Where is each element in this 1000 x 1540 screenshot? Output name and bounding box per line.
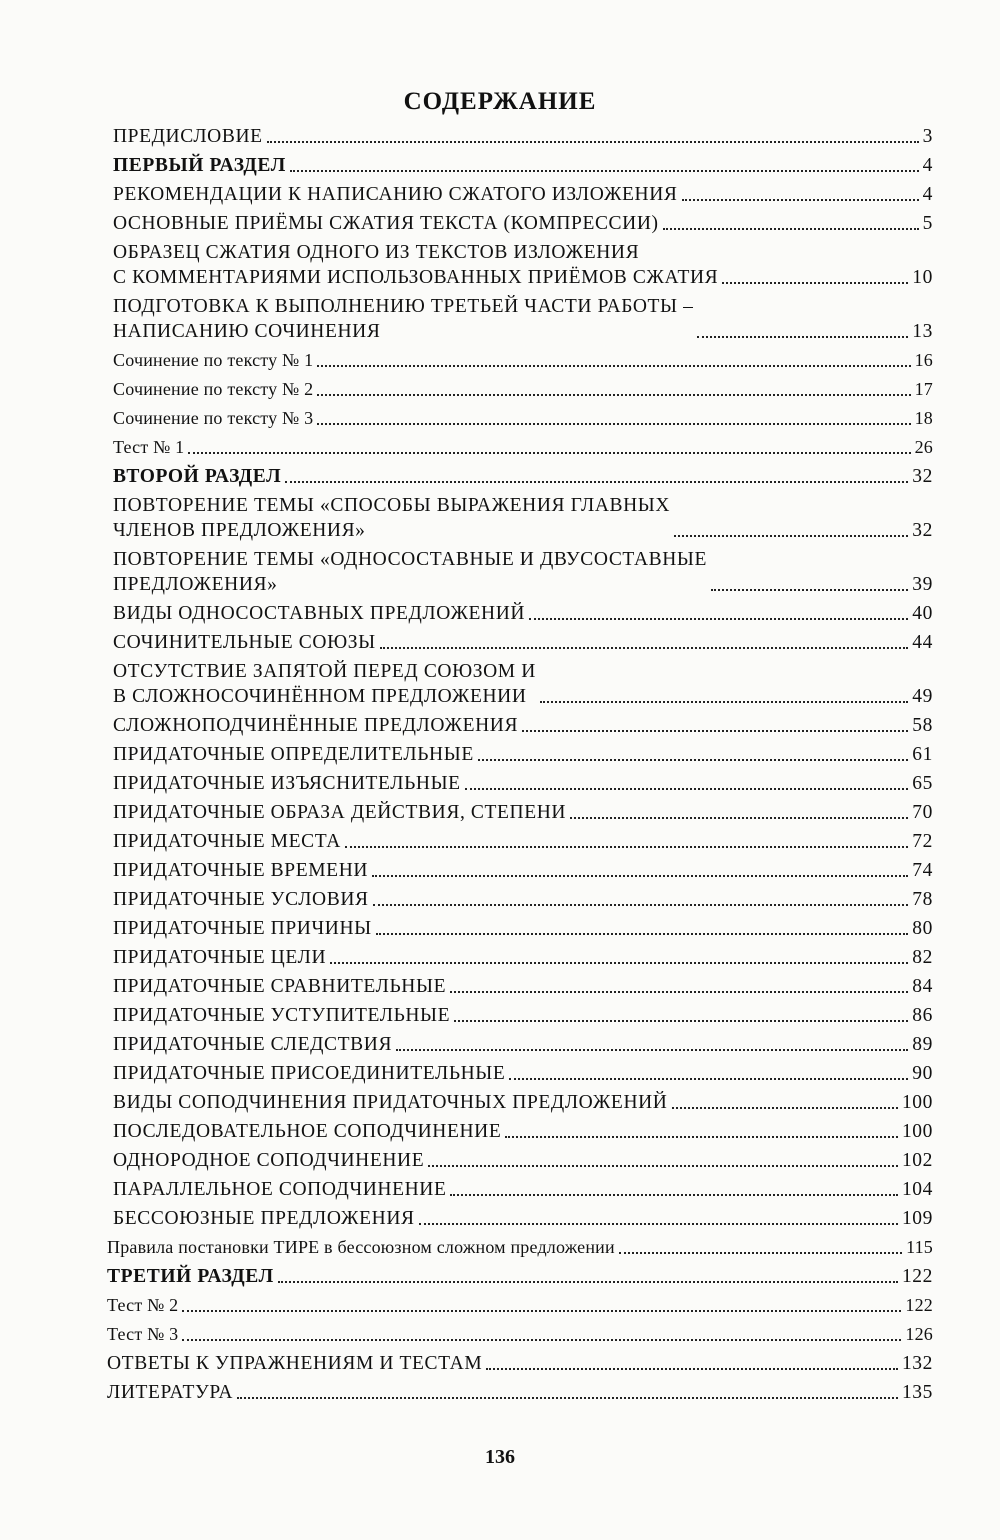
- toc-entry-page: 89: [912, 1034, 933, 1055]
- toc-entry: [113, 974, 933, 999]
- toc-entry-title: ПРИДАТОЧНЫЕ СЛЕДСТВИЯ: [113, 1034, 393, 1055]
- toc-entry-page: 32: [912, 466, 933, 487]
- leader-dots: [330, 962, 908, 964]
- leader-dots: [428, 1165, 898, 1167]
- leader-dots: [237, 1397, 898, 1399]
- leader-dots: [663, 228, 919, 230]
- leader-dots: [465, 788, 909, 790]
- toc-entry-page: 4: [922, 155, 933, 176]
- leader-dots: [674, 535, 908, 537]
- toc-entry: [113, 348, 933, 373]
- toc-entry-page: 90: [912, 1063, 933, 1084]
- toc-entry: [113, 1090, 933, 1115]
- toc-entry: [113, 742, 933, 767]
- toc-entry-title: ОДНОРОДНОЕ СОПОДЧИНЕНИЕ: [113, 1150, 425, 1171]
- toc-section-heading: [113, 464, 933, 489]
- toc-entry-page: 72: [912, 831, 933, 852]
- toc-entry-title: ПЕРВЫЙ РАЗДЕЛ: [113, 155, 286, 176]
- toc-entry: [113, 1032, 933, 1057]
- toc-entry-page: 122: [901, 1266, 933, 1287]
- toc-entry-page: 86: [912, 1005, 933, 1026]
- toc-entry-page: 58: [912, 715, 933, 736]
- toc-entry: [113, 858, 933, 883]
- toc-entry: [113, 713, 933, 738]
- toc-entry: [113, 1148, 933, 1173]
- toc-entry: [113, 829, 933, 854]
- toc-entry-title: ОБРАЗЕЦ СЖАТИЯ ОДНОГО ИЗ ТЕКСТОВ ИЗЛОЖЕНИЯ С КОММЕНТАРИЯМИ ИСПОЛЬЗОВАННЫХ ПРИЁМОВ СЖАТИЯ: [113, 242, 719, 288]
- toc-entry-title: ВТОРОЙ РАЗДЕЛ: [113, 466, 282, 487]
- leader-dots: [522, 730, 908, 732]
- toc-entry-title: Тест № 3: [107, 1324, 179, 1344]
- toc-entry: [107, 1380, 933, 1405]
- toc-entry-page: 84: [912, 976, 933, 997]
- leader-dots: [505, 1136, 898, 1138]
- toc-entry-page: 74: [912, 860, 933, 881]
- toc-entry: [113, 435, 933, 460]
- toc-entry-title: ПРИДАТОЧНЫЕ ОПРЕДЕЛИТЕЛЬНЫЕ: [113, 744, 474, 765]
- toc-entry-page: 13: [912, 321, 933, 342]
- leader-dots: [697, 336, 908, 338]
- leader-dots: [182, 1339, 901, 1341]
- leader-dots: [317, 365, 910, 367]
- toc-entry-page: 5: [922, 213, 933, 234]
- leader-dots: [380, 647, 909, 649]
- toc-entry-page: 17: [914, 379, 933, 399]
- toc-entry-title: ПРИДАТОЧНЫЕ ВРЕМЕНИ: [113, 860, 369, 881]
- leader-dots: [376, 933, 909, 935]
- toc-entry: [113, 1119, 933, 1144]
- toc-entry: [113, 1003, 933, 1028]
- toc-entry: [113, 630, 933, 655]
- toc-entry: [113, 124, 933, 149]
- toc-entry-title: ПРИДАТОЧНЫЕ МЕСТА: [113, 831, 341, 852]
- toc-entry: [113, 1206, 933, 1231]
- toc-entry-title: ОТСУТСТВИЕ ЗАПЯТОЙ ПЕРЕД СОЮЗОМ И В СЛОЖНОСОЧИНЁННОМ ПРЕДЛОЖЕНИИ: [113, 661, 536, 707]
- toc-entry-title: СЛОЖНОПОДЧИНЁННЫЕ ПРЕДЛОЖЕНИЯ: [113, 715, 519, 736]
- toc-entry-title: ПОДГОТОВКА К ВЫПОЛНЕНИЮ ТРЕТЬЕЙ ЧАСТИ РАБОТЫ – НАПИСАНИЮ СОЧИНЕНИЯ: [113, 296, 694, 342]
- toc-entry-page: 18: [914, 408, 933, 428]
- toc-entry-title: ПРИДАТОЧНЫЕ ПРИСОЕДИНИТЕЛЬНЫЕ: [113, 1063, 506, 1084]
- toc-entry-title: ОСНОВНЫЕ ПРИЁМЫ СЖАТИЯ ТЕКСТА (КОМПРЕССИИ): [113, 213, 659, 234]
- toc-entry-page: 10: [912, 267, 933, 288]
- toc-entry-page: 115: [906, 1237, 933, 1257]
- toc-entry-page: 109: [901, 1208, 933, 1229]
- toc-entry-title: Тест № 1: [113, 437, 185, 457]
- toc-entry: [113, 406, 933, 431]
- toc-entry-title: ТРЕТИЙ РАЗДЕЛ: [107, 1266, 274, 1287]
- toc-entry-title: ЛИТЕРАТУРА: [107, 1382, 233, 1403]
- toc-entry: [113, 182, 933, 207]
- leader-dots: [396, 1049, 908, 1051]
- toc-entry: [113, 377, 933, 402]
- toc-entry-page: 49: [912, 686, 933, 707]
- toc-entry-page: 4: [922, 184, 933, 205]
- leader-dots: [722, 282, 908, 284]
- toc-entry-title: БЕССОЮЗНЫЕ ПРЕДЛОЖЕНИЯ: [113, 1208, 415, 1229]
- toc-entry-title: ПРИДАТОЧНЫЕ ПРИЧИНЫ: [113, 918, 372, 939]
- leader-dots: [529, 618, 908, 620]
- leader-dots: [372, 875, 908, 877]
- toc-entry-title: Сочинение по тексту № 1: [113, 350, 314, 370]
- toc-entry-title: Сочинение по тексту № 3: [113, 408, 314, 428]
- toc-entry: [113, 800, 933, 825]
- toc-entry: [113, 887, 933, 912]
- leader-dots: [672, 1107, 898, 1109]
- toc-entry-page: 26: [914, 437, 933, 457]
- toc-entry-page: 61: [912, 744, 933, 765]
- leader-dots: [278, 1281, 898, 1283]
- toc-entry: [107, 1351, 933, 1376]
- toc-section-heading: [113, 153, 933, 178]
- leader-dots: [345, 846, 908, 848]
- toc-entry-page: 122: [905, 1295, 933, 1315]
- toc-entry-title: ПРИДАТОЧНЫЕ УСТУПИТЕЛЬНЫЕ: [113, 1005, 451, 1026]
- leader-dots: [540, 701, 908, 703]
- toc-heading: СОДЕРЖАНИЕ: [403, 88, 597, 115]
- toc-entry-page: 100: [901, 1121, 933, 1142]
- toc-entry-title: ПРЕДИСЛОВИЕ: [113, 126, 263, 147]
- toc-entry-title: ПОСЛЕДОВАТЕЛЬНОЕ СОПОДЧИНЕНИЕ: [113, 1121, 502, 1142]
- toc-entry: [113, 493, 933, 543]
- toc-entry: [113, 916, 933, 941]
- toc-entry-page: 135: [901, 1382, 933, 1403]
- leader-dots: [317, 394, 910, 396]
- leader-dots: [373, 904, 909, 906]
- toc-entry: [113, 211, 933, 236]
- toc-entry-page: 80: [912, 918, 933, 939]
- toc-entry-title: ПРИДАТОЧНЫЕ СРАВНИТЕЛЬНЫЕ: [113, 976, 447, 997]
- page-number: 136: [485, 1446, 515, 1468]
- toc-entry: [113, 771, 933, 796]
- toc-entry-page: 65: [912, 773, 933, 794]
- toc-entry: [107, 1293, 933, 1318]
- leader-dots: [290, 170, 919, 172]
- toc-entry-title: ВИДЫ ОДНОСОСТАВНЫХ ПРЕДЛОЖЕНИЙ: [113, 603, 526, 624]
- leader-dots: [509, 1078, 908, 1080]
- toc-entry-title: ОТВЕТЫ К УПРАЖНЕНИЯМ И ТЕСТАМ: [107, 1353, 483, 1374]
- toc-entry: [107, 1235, 933, 1260]
- toc-entry-title: ПРИДАТОЧНЫЕ ИЗЪЯСНИТЕЛЬНЫЕ: [113, 773, 461, 794]
- toc-entry-title: Сочинение по тексту № 2: [113, 379, 314, 399]
- toc-entry-page: 16: [914, 350, 933, 370]
- leader-dots: [188, 452, 910, 454]
- toc-entry-title: ПРИДАТОЧНЫЕ УСЛОВИЯ: [113, 889, 369, 910]
- leader-dots: [450, 1194, 897, 1196]
- leader-dots: [450, 991, 908, 993]
- toc-entry: [113, 294, 933, 344]
- toc-entry: [113, 547, 933, 597]
- toc-entry-page: 126: [905, 1324, 933, 1344]
- toc-entry-title: ПОВТОРЕНИЕ ТЕМЫ «ОДНОСОСТАВНЫЕ И ДВУСОСТАВНЫЕ ПРЕДЛОЖЕНИЯ»: [113, 549, 708, 595]
- toc-entry: [113, 1061, 933, 1086]
- toc-entry-page: 39: [912, 574, 933, 595]
- toc-entry-title: ПРИДАТОЧНЫЕ ЦЕЛИ: [113, 947, 327, 968]
- toc-entry-title: РЕКОМЕНДАЦИИ К НАПИСАНИЮ СЖАТОГО ИЗЛОЖЕНИЯ: [113, 184, 678, 205]
- toc-entry-page: 132: [901, 1353, 933, 1374]
- toc-entry-page: 104: [901, 1179, 933, 1200]
- leader-dots: [711, 589, 908, 591]
- toc-entry-page: 3: [922, 126, 933, 147]
- toc-entry: [113, 601, 933, 626]
- leader-dots: [478, 759, 908, 761]
- leader-dots: [619, 1252, 902, 1254]
- toc-entry-page: 32: [912, 520, 933, 541]
- toc-entry-title: ПОВТОРЕНИЕ ТЕМЫ «СПОСОБЫ ВЫРАЖЕНИЯ ГЛАВНЫХ ЧЛЕНОВ ПРЕДЛОЖЕНИЯ»: [113, 495, 671, 541]
- leader-dots: [419, 1223, 898, 1225]
- toc-entry-page: 44: [912, 632, 933, 653]
- table-of-contents: [107, 124, 933, 1409]
- toc-entry: [113, 240, 933, 290]
- toc-entry-title: Правила постановки ТИРЕ в бессоюзном сложном предложении: [107, 1237, 615, 1257]
- toc-entry-title: ПРИДАТОЧНЫЕ ОБРАЗА ДЕЙСТВИЯ, СТЕПЕНИ: [113, 802, 567, 823]
- toc-entry: [113, 945, 933, 970]
- toc-entry-title: ПАРАЛЛЕЛЬНОЕ СОПОДЧИНЕНИЕ: [113, 1179, 447, 1200]
- toc-entry-title: Тест № 2: [107, 1295, 179, 1315]
- leader-dots: [285, 481, 908, 483]
- leader-dots: [454, 1020, 908, 1022]
- toc-entry-page: 40: [912, 603, 933, 624]
- toc-section-heading: [107, 1264, 933, 1289]
- leader-dots: [182, 1310, 901, 1312]
- leader-dots: [682, 199, 919, 201]
- leader-dots: [317, 423, 910, 425]
- leader-dots: [267, 141, 919, 143]
- toc-entry: [107, 1322, 933, 1347]
- toc-entry-page: 78: [912, 889, 933, 910]
- leader-dots: [486, 1368, 898, 1370]
- toc-entry-title: ВИДЫ СОПОДЧИНЕНИЯ ПРИДАТОЧНЫХ ПРЕДЛОЖЕНИЙ: [113, 1092, 668, 1113]
- toc-entry: [113, 1177, 933, 1202]
- leader-dots: [570, 817, 908, 819]
- toc-entry-page: 82: [912, 947, 933, 968]
- toc-entry: [113, 659, 933, 709]
- toc-entry-page: 70: [912, 802, 933, 823]
- toc-entry-title: СОЧИНИТЕЛЬНЫЕ СОЮЗЫ: [113, 632, 376, 653]
- toc-entry-page: 100: [901, 1092, 933, 1113]
- toc-entry-page: 102: [901, 1150, 933, 1171]
